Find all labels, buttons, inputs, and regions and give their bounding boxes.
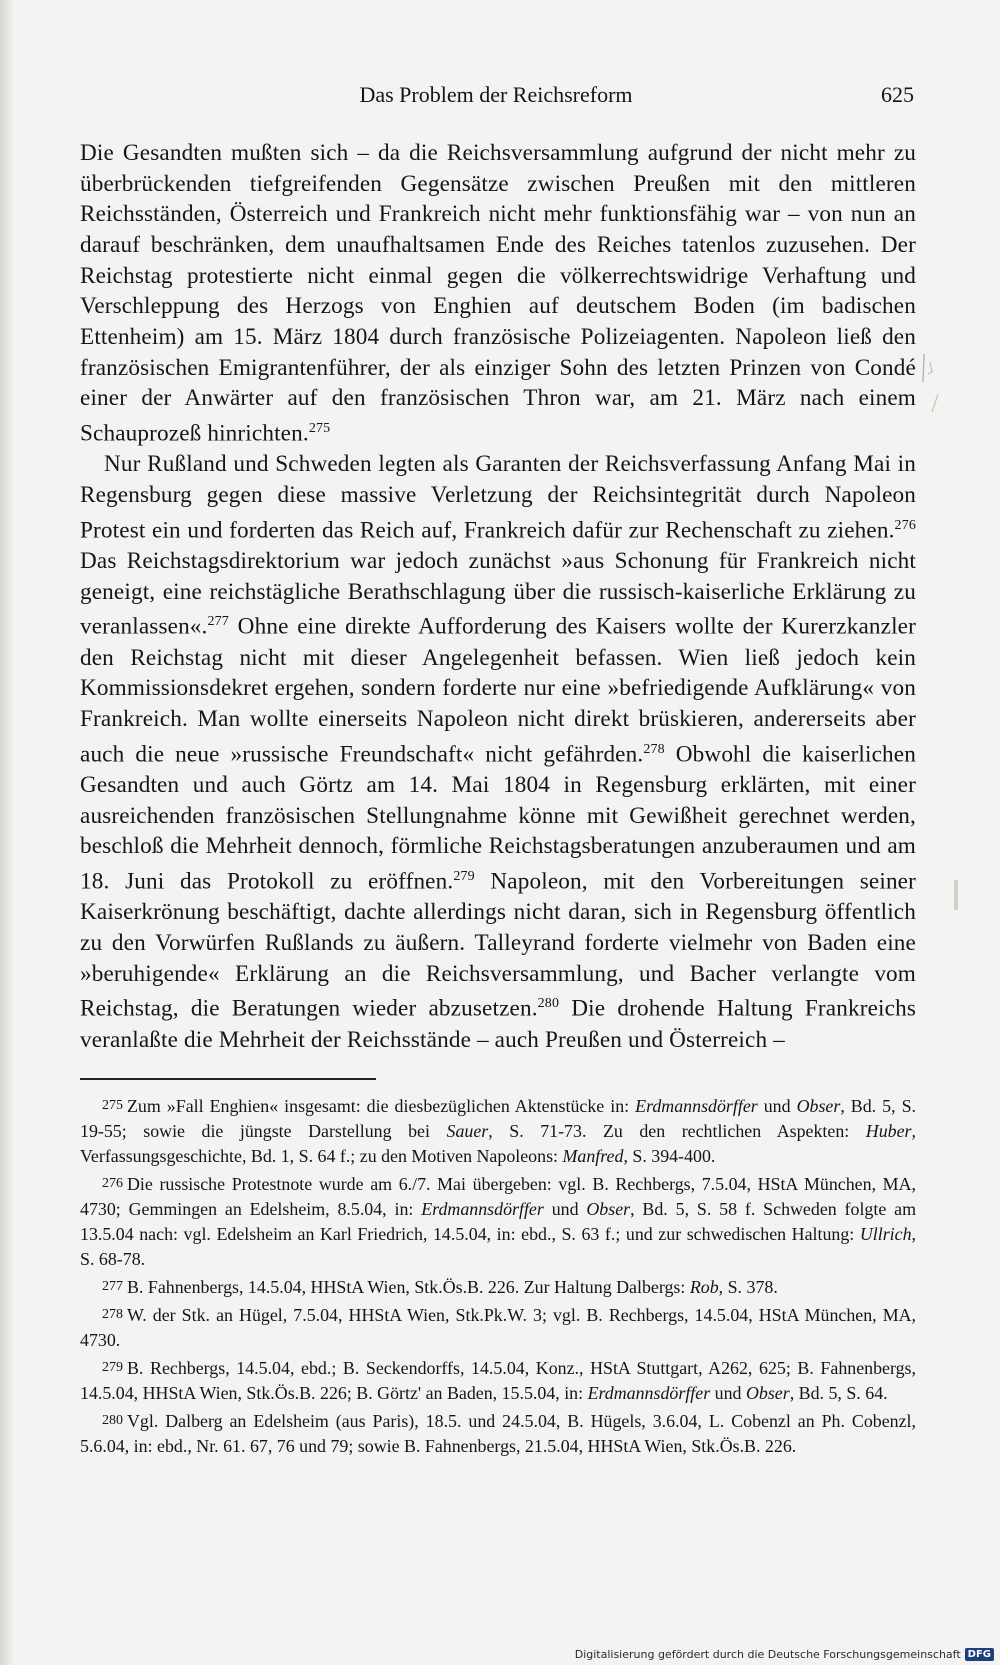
- paragraph-2-text-a: Nur Rußland und Schweden legten als Garanten der Reichsverfassung Anfang Mai in Regensburg gegen diese massive Verletzung der Reichsintegrität durch Napoleon Protest ein und forderten das Reich auf, Frankreich dafür zur Rechenschaft zu ziehen.: [80, 451, 916, 544]
- footnote-author: Huber: [865, 1121, 912, 1141]
- footnote-text: B. Rechbergs, 14.5.04, ebd.; B. Seckendorffs, 14.5.04, Konz., HStA Stuttgart, A262, 625; B. Fahnenbergs, 14.5.04, HHStA Wien, Stk.Ös.B. 226; B. Görtz' an Baden, 15.5.04, in:: [80, 1358, 916, 1403]
- paragraph-2: [80, 449, 916, 1055]
- footnote-text: , Bd. 5, S. 19-55; sowie die jüngste Darstellung bei: [80, 1096, 917, 1141]
- footnote-text: Vgl. Dalberg an Edelsheim (aus Paris), 18.5. und 24.5.04, B. Hügels, 3.6.04, L. Cobenzl an Ph. Cobenzl, 5.6.04, in: ebd., Nr. 61. 67, 76 und 79; sowie B. Fahnenbergs, 21.5.04, HHStA Wien, Stk.Ös.B. 226.: [80, 1411, 916, 1456]
- footnote-author: Sauer: [446, 1121, 489, 1141]
- footnote-text: , S. 378.: [718, 1277, 778, 1297]
- footnote-author: Rob: [689, 1277, 719, 1297]
- footnote-ref-276: 276: [894, 517, 916, 533]
- footnote-ref-279: 279: [453, 869, 475, 885]
- body-text: [80, 138, 916, 1055]
- footnote-275: [80, 1093, 916, 1169]
- footnote-text: W. der Stk. an Hügel, 7.5.04, HHStA Wien, Stk.Pk.W. 3; vgl. B. Rechbergs, 14.5.04, HStA München, MA, 4730.: [80, 1305, 916, 1350]
- footnote-author: Obser: [796, 1096, 841, 1116]
- page-gutter-shadow: [0, 0, 14, 1665]
- paragraph-2-text-f: Die drohende Haltung Frankreichs veranlaßte die Mehrheit der Reichsstände – auch Preußen und Österreich –: [80, 996, 916, 1053]
- footnote-text: und: [543, 1199, 587, 1219]
- footnote-text: Die russische Protestnote wurde am 6./7. Mai übergeben: vgl. B. Rechbergs, 7.5.04, HStA München, MA, 4730; Gemmingen an Edelsheim, 8.5.04, in:: [80, 1174, 916, 1219]
- footnote-ref-277: 277: [207, 614, 229, 630]
- footnote-author: Erdmannsdörffer: [587, 1383, 711, 1403]
- footnote-text: B. Fahnenbergs, 14.5.04, HHStA Wien, Stk.Ös.B. 226. Zur Haltung Dalbergs:: [127, 1277, 690, 1297]
- footnote-text: , Bd. 5, S. 64.: [789, 1383, 888, 1403]
- footnote-ref-280: 280: [537, 996, 560, 1012]
- footnote-text: , Verfassungsgeschichte, Bd. 1, S. 64 f.; zu den Motiven Napoleons:: [80, 1121, 916, 1166]
- footnote-text: und: [710, 1383, 746, 1403]
- paragraph-2-text-d: Obwohl die kaiserlichen Gesandten und auch Görtz am 14. Mai 1804 in Regensburg erklärten, mit einer ausreichenden französischen Stellungnahme könne mit Gewißheit gerechnet werden, beschloß die Mehrheit dennoch, förmliche Reichstagsberatungen anzuberaumen und am 18. Juni das Protokoll zu eröffnen.: [80, 741, 916, 895]
- paragraph-1-text: Die Gesandten mußten sich – da die Reichsversammlung aufgrund der nicht mehr zu überbrückenden tiefgreifenden Gegensätze zwischen Preußen mit den mittleren Reichsständen, Österreich und Frankreich nicht mehr funktionsfähig war – von nun an darauf beschränken, dem unaufhaltsamen Ende des Reiches tatenlos zuzusehen. Der Reichstag protestierte nicht einmal gegen die völkerrechtswidrige Verhaftung und Verschleppung des Herzogs von Enghien auf deutschem Boden (im badischen Ettenheim) am 15. März 1804 durch französische Polizeiagenten. Napoleon ließ den französischen Emigrantenführer, der als einziger Sohn des letzten Prinzen von Condé einer der Anwärter auf den französischen Thron war, am 21. März nach einem Schauprozeß hinrichten.: [80, 140, 916, 447]
- footnote-279: [80, 1355, 916, 1406]
- footnote-author: Manfred: [562, 1146, 624, 1166]
- footnote-author: Erdmannsdörffer: [421, 1199, 544, 1219]
- paragraph-2-text-e: Napoleon, mit den Vorbereitungen seiner Kaiserkrönung beschäftigt, dachte allerdings nicht daran, sich in Regensburg öffentlich zu den Vorwürfen Rußlands zu äußern. Talleyrand forderte vielmehr von Baden eine »beruhigende« Erklärung an die Reichsversammlung, und Bacher verlangte vom Reichstag, die Beratungen wieder abzusetzen.: [80, 868, 916, 1023]
- footnote-280: [80, 1408, 916, 1459]
- running-title: Das Problem der Reichsreform: [359, 82, 633, 107]
- footnote-author: Obser: [586, 1199, 631, 1219]
- footnote-text: und: [757, 1096, 797, 1116]
- dfg-logo: DFG: [965, 1648, 994, 1661]
- footnote-number: 278: [102, 1307, 123, 1322]
- footnote-277: [80, 1274, 916, 1300]
- paragraph-2-text-c: Ohne eine direkte Aufforderung des Kaisers wollte der Kurerzkanzler den Reichstag nicht mit dieser Angelegenheit befassen. Wien ließ jedoch kein Kommissionsdekret ergehen, sondern forderte nur eine »befriedigende Aufklärung« von Frankreich. Man wollte einerseits Napoleon nicht direkt brüskieren, andererseits aber auch die neue »russische Freundschaft« nicht gefährden.: [80, 614, 916, 768]
- paragraph-2-text-b: Das Reichstagsdirektorium war jedoch zunächst »aus Schonung für Frankreich nicht geneigt, eine reichstägliche Berathschlagung über die russisch-kaiserliche Erklärung zu veranlassen«.: [80, 548, 916, 641]
- footnote-number: 275: [102, 1098, 123, 1113]
- footnote-ref-275: 275: [308, 420, 331, 436]
- footnote-text: , S. 394-400.: [623, 1146, 716, 1166]
- digitization-credit: Digitalisierung gefördert durch die Deutsche Forschungsgemeinschaft: [574, 1647, 961, 1661]
- footnote-text: , S. 71-73. Zu den rechtlichen Aspekten:: [488, 1121, 866, 1141]
- running-head: [78, 82, 914, 114]
- paragraph-1: [80, 138, 916, 449]
- footnote-author: Obser: [745, 1383, 790, 1403]
- footnote-author: Ullrich: [859, 1224, 912, 1244]
- footnote-number: 280: [102, 1413, 123, 1428]
- footnote-ref-278: 278: [643, 741, 665, 757]
- footnote-number: 279: [102, 1360, 123, 1375]
- footnote-number: 277: [102, 1279, 123, 1294]
- footnote-text: Zum »Fall Enghien« insgesamt: die diesbezüglichen Aktenstücke in:: [127, 1096, 636, 1116]
- page-number: 625: [881, 82, 914, 107]
- footnote-number: 276: [102, 1176, 123, 1191]
- footnote-text: , Bd. 5, S. 58 f. Schweden folgte am 13.5.04 nach: vgl. Edelsheim an Karl Friedrich, 14.5.04, in: ebd., S. 63 f.; und zur schwedischen Haltung:: [80, 1199, 916, 1244]
- footnotes: [80, 1093, 916, 1459]
- footnote-276: [80, 1171, 916, 1272]
- footnote-separator: [80, 1078, 376, 1080]
- scan-artifact-mark: [954, 880, 958, 910]
- footnote-278: [80, 1302, 916, 1353]
- digitization-footer: [575, 1645, 994, 1663]
- footnote-author: Erdmannsdörffer: [635, 1096, 758, 1116]
- footnote-text: , S. 68-78.: [80, 1224, 916, 1269]
- pencil-margin-mark: [918, 352, 948, 422]
